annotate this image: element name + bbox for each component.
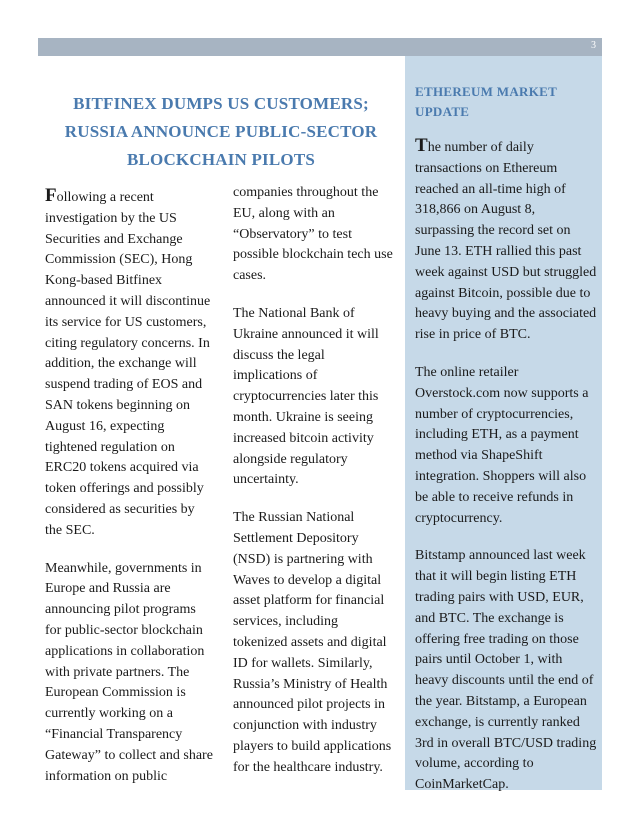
article-column-2 — [233, 183, 393, 796]
dropcap: F — [45, 185, 57, 206]
sidebar-title: ETHEREUM MARKET UPDATE — [415, 84, 557, 119]
paragraph-text: he number of daily transactions on Ethereum reached an all-time high of 318,866 on August 8, surpassing the record set on June 13. ETH rallied this past week against USD but struggled against Bitcoin, possible due to heavy buying and the associated rise in price of BTC. — [415, 140, 597, 343]
article-title: BITFINEX DUMPS US CUSTOMERS; RUSSIA ANNOUNCE PUBLIC-SECTOR BLOCKCHAIN PILOTS — [64, 94, 378, 169]
article-column-1 — [45, 186, 213, 804]
paragraph-text: The National Bank of Ukraine announced it will discuss the legal implications of cryptocurrencies later this month. Ukraine is seeing increased bitcoin activity alongside regulatory uncertainty. — [233, 305, 379, 488]
article-paragraph — [45, 559, 213, 788]
sidebar-column — [415, 136, 597, 813]
paragraph-text: companies throughout the EU, along with an “Observatory” to test possible blockchain tech use cases. — [233, 185, 393, 284]
paragraph-text: The online retailer Overstock.com now supports a number of cryptocurrencies, including ETH, as a payment method via ShapeShift integration. Shoppers will also be able to receive refunds in cryptocurrency. — [415, 364, 589, 526]
article-paragraph — [233, 508, 393, 778]
article-paragraph — [45, 186, 213, 542]
sidebar-paragraph — [415, 546, 597, 796]
paragraph-text: The Russian National Settlement Depository (NSD) is partnering with Waves to develop a digital asset platform for financial services, including tokenized assets and digital ID for wallets. Similarly, Russia’s Ministry of Health announced pilot projects in conjunction with industry players to build applications for the healthcare industry. — [233, 510, 392, 775]
paragraph-text: Bitstamp announced last week that it will begin listing ETH trading pairs with USD, EUR, and BTC. The exchange is offering free trading on those pairs until October 1, with heavy discounts until the end of the year. Bitstamp, a European exchange, is currently ranked 3rd in overall BTC/USD trading volume, according to CoinMarketCap. — [415, 548, 597, 793]
sidebar-paragraph — [415, 136, 597, 346]
article-paragraph — [233, 183, 393, 287]
paragraph-text: Meanwhile, governments in Europe and Russia are announcing pilot programs for public-sector blockchain applications in collaboration with private partners. The European Commission is currently working on a “Financial Transparency Gateway” to collect and share information on public — [45, 560, 213, 784]
dropcap: T — [415, 135, 428, 156]
page-number: 3 — [591, 40, 596, 51]
paragraph-text: ollowing a recent investigation by the US Securities and Exchange Commission (SEC), Hong Kong-based Bitfinex announced it will discontinue its service for US customers, citing regulatory concerns. In addition, the exchange will suspend trading of EOS and SAN tokens beginning on August 16, expecting tightened regulation on ERC20 tokens acquired via token offerings and possibly considered as securities by the SEC. — [45, 190, 211, 538]
article-paragraph — [233, 304, 393, 491]
header-bar — [38, 38, 602, 56]
sidebar-paragraph — [415, 363, 597, 529]
